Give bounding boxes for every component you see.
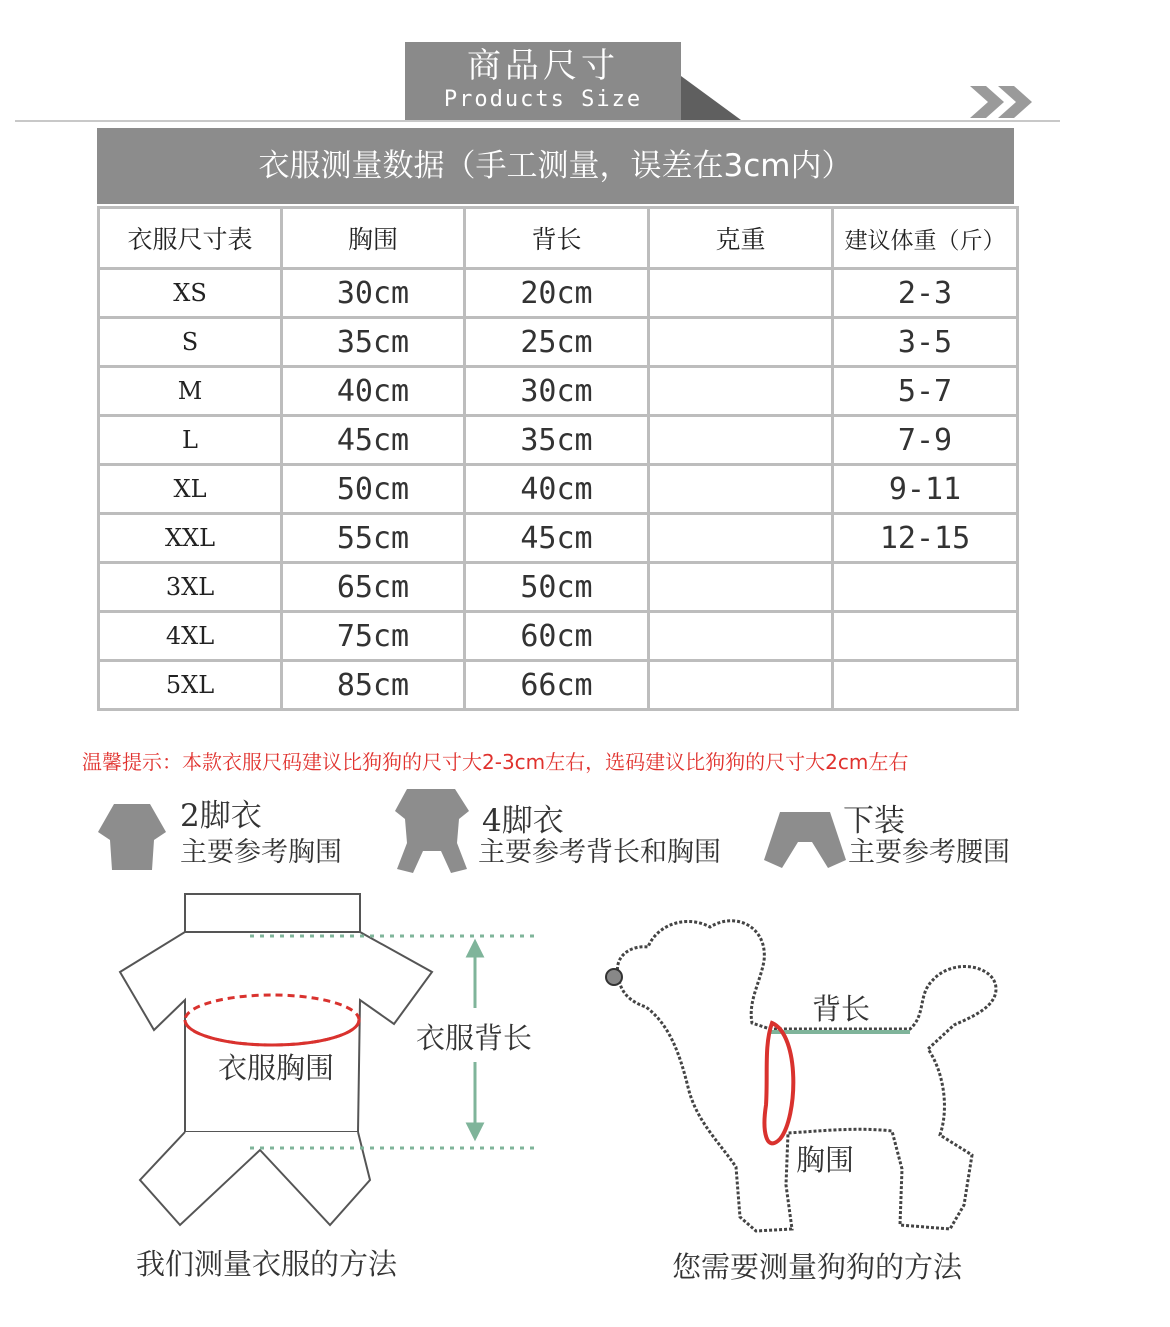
suggest-cell: 12-15	[833, 514, 1018, 563]
back-cell: 35cm	[465, 416, 649, 465]
chest-cell: 85cm	[282, 661, 465, 710]
size-cell: XXL	[99, 514, 282, 563]
table-row	[99, 514, 1018, 563]
dog-chest-loop	[765, 1023, 794, 1143]
size-cell: M	[99, 367, 282, 416]
dog-caption: 您需要测量狗狗的方法	[672, 1250, 963, 1284]
four-leg-suit-icon	[387, 785, 477, 880]
weight-cell	[649, 269, 833, 318]
dog-chest-label: 胸围	[796, 1143, 855, 1177]
suggest-cell	[833, 612, 1018, 661]
garment-type-desc: 主要参考胸围	[180, 837, 342, 868]
clothes-caption: 我们测量衣服的方法	[136, 1247, 398, 1281]
chest-cell: 45cm	[282, 416, 465, 465]
table-row	[99, 563, 1018, 612]
header-title-en: Products Size	[443, 87, 643, 112]
chest-cell: 65cm	[282, 563, 465, 612]
chest-cell: 30cm	[282, 269, 465, 318]
size-table	[97, 206, 1019, 711]
weight-cell	[649, 465, 833, 514]
chest-cell: 50cm	[282, 465, 465, 514]
weight-cell	[649, 318, 833, 367]
table-row	[99, 661, 1018, 710]
column-header: 胸围	[282, 208, 465, 269]
dog-outline	[617, 921, 996, 1231]
table-row	[99, 416, 1018, 465]
garment-type-title: 下装	[843, 803, 905, 839]
size-tip: 温馨提示：本款衣服尺码建议比狗狗的尺寸大2-3cm左右，选码建议比狗狗的尺寸大2cm左右	[82, 750, 909, 774]
suggest-cell: 9-11	[833, 465, 1018, 514]
chest-cell: 75cm	[282, 612, 465, 661]
weight-cell	[649, 514, 833, 563]
clothes-chest-label: 衣服胸围	[218, 1051, 335, 1085]
back-cell: 45cm	[465, 514, 649, 563]
table-header-row	[99, 208, 1018, 269]
suggest-cell	[833, 661, 1018, 710]
size-cell: 5XL	[99, 661, 282, 710]
pants-icon	[760, 808, 850, 878]
back-cell: 30cm	[465, 367, 649, 416]
suggest-cell: 2-3	[833, 269, 1018, 318]
table-row	[99, 612, 1018, 661]
size-cell: S	[99, 318, 282, 367]
clothes-diagram	[110, 880, 670, 1240]
back-cell: 50cm	[465, 563, 649, 612]
table-title: 衣服测量数据（手工测量，误差在3cm内）	[97, 128, 1014, 204]
size-cell: 3XL	[99, 563, 282, 612]
table-row	[99, 367, 1018, 416]
header-title-cn: 商品尺寸	[467, 46, 619, 86]
double-chevron-icon	[968, 82, 1038, 122]
suggest-cell: 7-9	[833, 416, 1018, 465]
column-header: 建议体重（斤）	[833, 208, 1018, 269]
back-cell: 20cm	[465, 269, 649, 318]
suggest-cell: 5-7	[833, 367, 1018, 416]
header-tab	[405, 42, 681, 120]
weight-cell	[649, 661, 833, 710]
back-cell: 66cm	[465, 661, 649, 710]
garment-type-title: 2脚衣	[180, 798, 262, 834]
column-header: 衣服尺寸表	[99, 208, 282, 269]
size-cell: L	[99, 416, 282, 465]
back-cell: 60cm	[465, 612, 649, 661]
garment-type-title: 4脚衣	[482, 803, 564, 839]
chest-cell: 55cm	[282, 514, 465, 563]
size-cell: XL	[99, 465, 282, 514]
garment-type-desc: 主要参考背长和胸围	[478, 837, 721, 868]
garment-type-desc: 主要参考腰围	[848, 837, 1010, 868]
weight-cell	[649, 416, 833, 465]
chest-cell: 40cm	[282, 367, 465, 416]
column-header: 背长	[465, 208, 649, 269]
two-leg-shirt-icon	[92, 800, 172, 880]
weight-cell	[649, 563, 833, 612]
header-tab-shadow	[681, 76, 741, 120]
dog-diagram	[600, 905, 1020, 1245]
table-row	[99, 318, 1018, 367]
dog-back-label: 背长	[812, 992, 871, 1026]
clothes-back-label: 衣服背长	[416, 1021, 533, 1055]
weight-cell	[649, 612, 833, 661]
back-cell: 40cm	[465, 465, 649, 514]
table-row	[99, 269, 1018, 318]
suggest-cell: 3-5	[833, 318, 1018, 367]
size-cell: 4XL	[99, 612, 282, 661]
suggest-cell	[833, 563, 1018, 612]
dog-nose	[606, 969, 622, 985]
back-cell: 25cm	[465, 318, 649, 367]
chest-cell: 35cm	[282, 318, 465, 367]
weight-cell	[649, 367, 833, 416]
column-header: 克重	[649, 208, 833, 269]
header-divider	[15, 120, 1060, 122]
table-row	[99, 465, 1018, 514]
size-cell: XS	[99, 269, 282, 318]
